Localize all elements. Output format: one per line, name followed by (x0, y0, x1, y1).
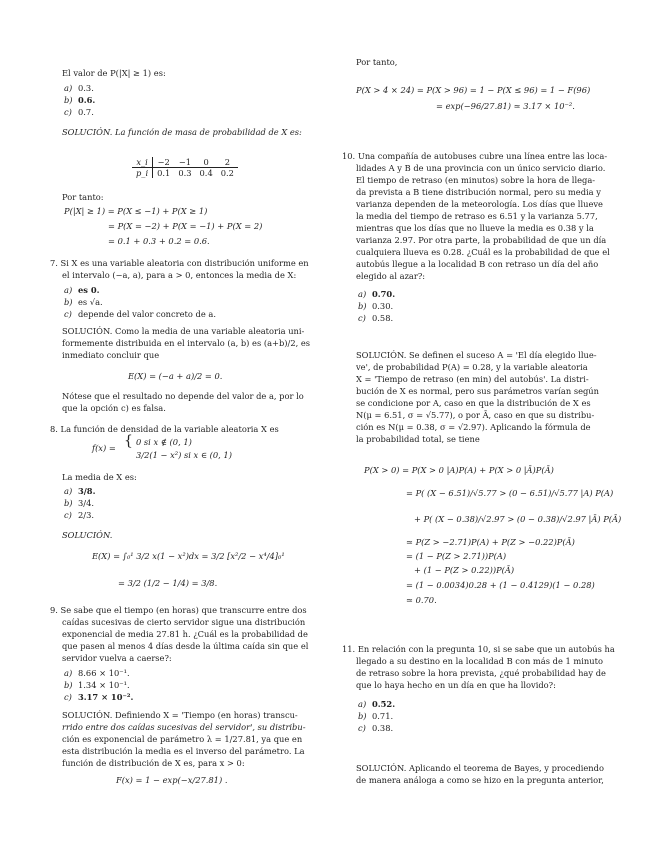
note-text: Nótese que el resultado no depende del valor de a, por lo (62, 391, 304, 401)
solution-text: SOLUCIÓN. Se definen el suceso A = 'El día elegido llue- (356, 350, 597, 360)
option-c: c) 0.58. (358, 313, 394, 323)
equation-line: E(X) = ∫₀¹ 3/2 x(1 − x²)dx = 3/2 [x²/2 − x⁴/4]₀¹ (92, 551, 285, 561)
option-c: c) depende del valor concreto de a. (64, 309, 216, 319)
question-9: 9. Se sabe que el tiempo (en horas) que transcurre entre dos (50, 605, 307, 615)
solution-text: la probabilidad total, se tiene (356, 434, 480, 444)
solution-text: SOLUCIÓN. La función de masa de probabilidad de X es: (62, 127, 302, 137)
option-b: b) 1.34 × 10⁻¹. (64, 680, 130, 690)
equation-line: + (1 − P(Z > 0.22))P(Ā) (414, 565, 515, 575)
option-c: c) 0.38. (358, 723, 394, 733)
question-11: de retraso sobre la hora prevista, ¿qué probabilidad hay de (356, 668, 606, 678)
media-text: La media de X es: (62, 472, 137, 482)
equation-line: = P( (X − 6.51)/√5.77 > (0 − 6.51)/√5.77 |A) P(A) (406, 488, 614, 498)
equation-line: P(X > 0) = P(X > 0 |A)P(A) + P(X > 0 |Ā)P(Ā) (364, 465, 554, 475)
solution-text: inmediato concluir que (62, 350, 160, 360)
question-10: lidades A y B de una provincia con un único servicio diario. (356, 163, 606, 173)
question-10: El tiempo de retraso (en minutos) sobre la hora de llega- (356, 175, 596, 185)
equation-line: F(x) = 1 − exp(−x/27.81) . (116, 775, 228, 785)
solution-text: SOLUCIÓN. Como la media de una variable aleatoria uni- (62, 326, 305, 336)
question-10: da prevista a B tiene distribución normal, pero su media y (356, 187, 601, 197)
equation-line: ≃ 0.70. (406, 595, 437, 605)
equation-line: = P(X = −2) + P(X = −1) + P(X = 2) (108, 221, 263, 231)
solution-text: se condicione por A, caso en que la distribución de X es (356, 398, 591, 408)
solution-text: formemente distribuida en el intervalo (a, b) es (a+b)/2, es (62, 338, 311, 348)
density-case: 3/2(1 − x²) si x ∈ (0, 1) (136, 450, 232, 460)
equation-line: ≃ P(Z > −2.71)P(A) + P(Z > −0.22)P(Ā) (406, 537, 575, 547)
density-label: f(x) = (92, 443, 116, 453)
question-10: cualquiera llueva es 0.28. ¿Cuál es la probabilidad de que el (356, 247, 610, 257)
solution-text: de manera análoga a como se hizo en la pregunta anterior, (356, 775, 604, 785)
equation-line: P(|X| ≥ 1) = P(X ≤ −1) + P(X ≥ 1) (64, 206, 208, 216)
solution-text: función de distribución de X es, para x > 0: (62, 758, 245, 768)
table-cell: 0.4 (199, 168, 213, 178)
equation-line: = exp(−96/27.81) ≃ 3.17 × 10⁻². (436, 101, 575, 111)
question-9: exponencial de media 27.81 h. ¿Cuál es la probabilidad de (62, 629, 308, 639)
por-tanto: Por tanto, (356, 57, 398, 67)
solution-text: SOLUCIÓN. (62, 530, 113, 540)
solution-text: rrido entre dos caídas sucesivas del servidor', su distribu- (62, 722, 306, 732)
solution-text: SOLUCIÓN. Definiendo X = 'Tiempo (en horas) transcu- (62, 710, 298, 720)
equation-line: = (1 − 0.0034)0.28 + (1 − 0.4129)(1 − 0.28) (406, 580, 595, 590)
question-9: que pasen al menos 4 días desde la última caída sin que el (62, 641, 309, 651)
table-cell: 0 (196, 157, 217, 168)
question-intro: El valor de P(|X| ≥ 1) es: (62, 68, 166, 78)
option-b: b) 0.6. (64, 95, 96, 105)
table-header-cell: p_i (132, 168, 153, 179)
question-11: 11. En relación con la pregunta 10, si se sabe que un autobús ha (342, 644, 615, 654)
question-9: caídas sucesivas de cierto servidor sigue una distribución (62, 617, 306, 627)
equation-line: E(X) = (−a + a)/2 = 0. (128, 371, 223, 381)
solution-text: esta distribución la media es el inverso del parámetro. La (62, 746, 305, 756)
option-c: c) 0.7. (64, 107, 94, 117)
table-header-cell: x_i (132, 157, 153, 168)
solution-text: X = 'Tiempo de retraso (en min) del autobús'. La distri- (356, 374, 589, 384)
question-11: llegado a su destino en la localidad B con más de 1 minuto (356, 656, 603, 666)
option-a: a) 0.52. (358, 699, 396, 709)
table-cell: 0.3 (178, 168, 192, 178)
pmf-table (132, 157, 238, 178)
density-case: 0 si x ∉ (0, 1) (136, 437, 192, 447)
equation-line: = (1 − P(Z > 2.71))P(A) (406, 551, 507, 561)
table-cell: −2 (153, 157, 175, 168)
table-cell: 0.1 (157, 168, 171, 178)
option-c: c) 2/3. (64, 510, 94, 520)
solution-text: N(μ = 6.51, σ = √5.77), o por Ā, caso en que su distribu- (356, 410, 595, 420)
question-10: mientras que los días que no llueve la media es 0.38 y la (356, 223, 594, 233)
solution-text: ción es N(μ = 0.38, σ = √2.97). Aplicando la fórmula de (356, 422, 591, 432)
question-10: varianza dependen de la meteorología. Los días que llueve (356, 199, 603, 209)
equation-line: = 0.1 + 0.3 + 0.2 = 0.6. (108, 236, 210, 246)
question-9: servidor vuelva a caerse?: (62, 653, 172, 663)
option-a: a) 0.3. (64, 83, 94, 93)
question-10: la media del tiempo de retraso es 6.51 y la varianza 5.77, (356, 211, 598, 221)
question-10: 10. Una compañía de autobuses cubre una línea entre las loca- (342, 151, 608, 161)
equation-line: = 3/2 (1/2 − 1/4) = 3/8. (118, 578, 218, 588)
option-b: b) 3/4. (64, 498, 94, 508)
solution-text: ve', de probabilidad P(A) = 0.28, y la variable aleatoria (356, 362, 588, 372)
equation-line: + P( (X − 0.38)/√2.97 > (0 − 0.38)/√2.97 |Ā) P(Ā) (414, 514, 622, 524)
equation-line: P(X > 4 × 24) = P(X > 96) = 1 − P(X ≤ 96) = 1 − F(96) (356, 85, 591, 95)
question-8: 8. La función de densidad de la variable aleatoria X es (50, 424, 279, 434)
option-a: a) 3/8. (64, 486, 96, 496)
option-b: b) 0.71. (358, 711, 394, 721)
table-cell: −1 (174, 157, 195, 168)
por-tanto: Por tanto: (62, 192, 104, 202)
option-c: c) 3.17 × 10⁻². (64, 692, 134, 702)
note-text: que la opción c) es falsa. (62, 403, 166, 413)
option-a: a) 8.66 × 10⁻¹. (64, 668, 130, 678)
question-7: 7. Si X es una variable aleatoria con distribución uniforme en (50, 258, 309, 268)
question-7: el intervalo (−a, a), para a > 0, entonces la media de X: (62, 270, 297, 280)
question-10: elegido al azar?: (356, 271, 426, 281)
brace-icon: { (124, 433, 133, 449)
table-cell: 2 (217, 157, 238, 168)
question-10: autobús llegue a la localidad B con retraso un día del año (356, 259, 599, 269)
solution-text: ción es exponencial de parámetro λ = 1/27.81, ya que en (62, 734, 303, 744)
solution-text: bución de X es normal, pero sus parámetros varían según (356, 386, 599, 396)
option-a: a) 0.70. (358, 289, 396, 299)
solution-text: SOLUCIÓN. Aplicando el teorema de Bayes, y procediendo (356, 763, 604, 773)
option-a: a) es 0. (64, 285, 100, 295)
option-b: b) 0.30. (358, 301, 394, 311)
question-11: que lo haya hecho en un día en que ha llovido?: (356, 680, 556, 690)
option-b: b) es √a. (64, 297, 103, 307)
question-10: varianza 2.97. Por otra parte, la probabilidad de que un día (356, 235, 607, 245)
table-cell: 0.2 (220, 168, 234, 178)
